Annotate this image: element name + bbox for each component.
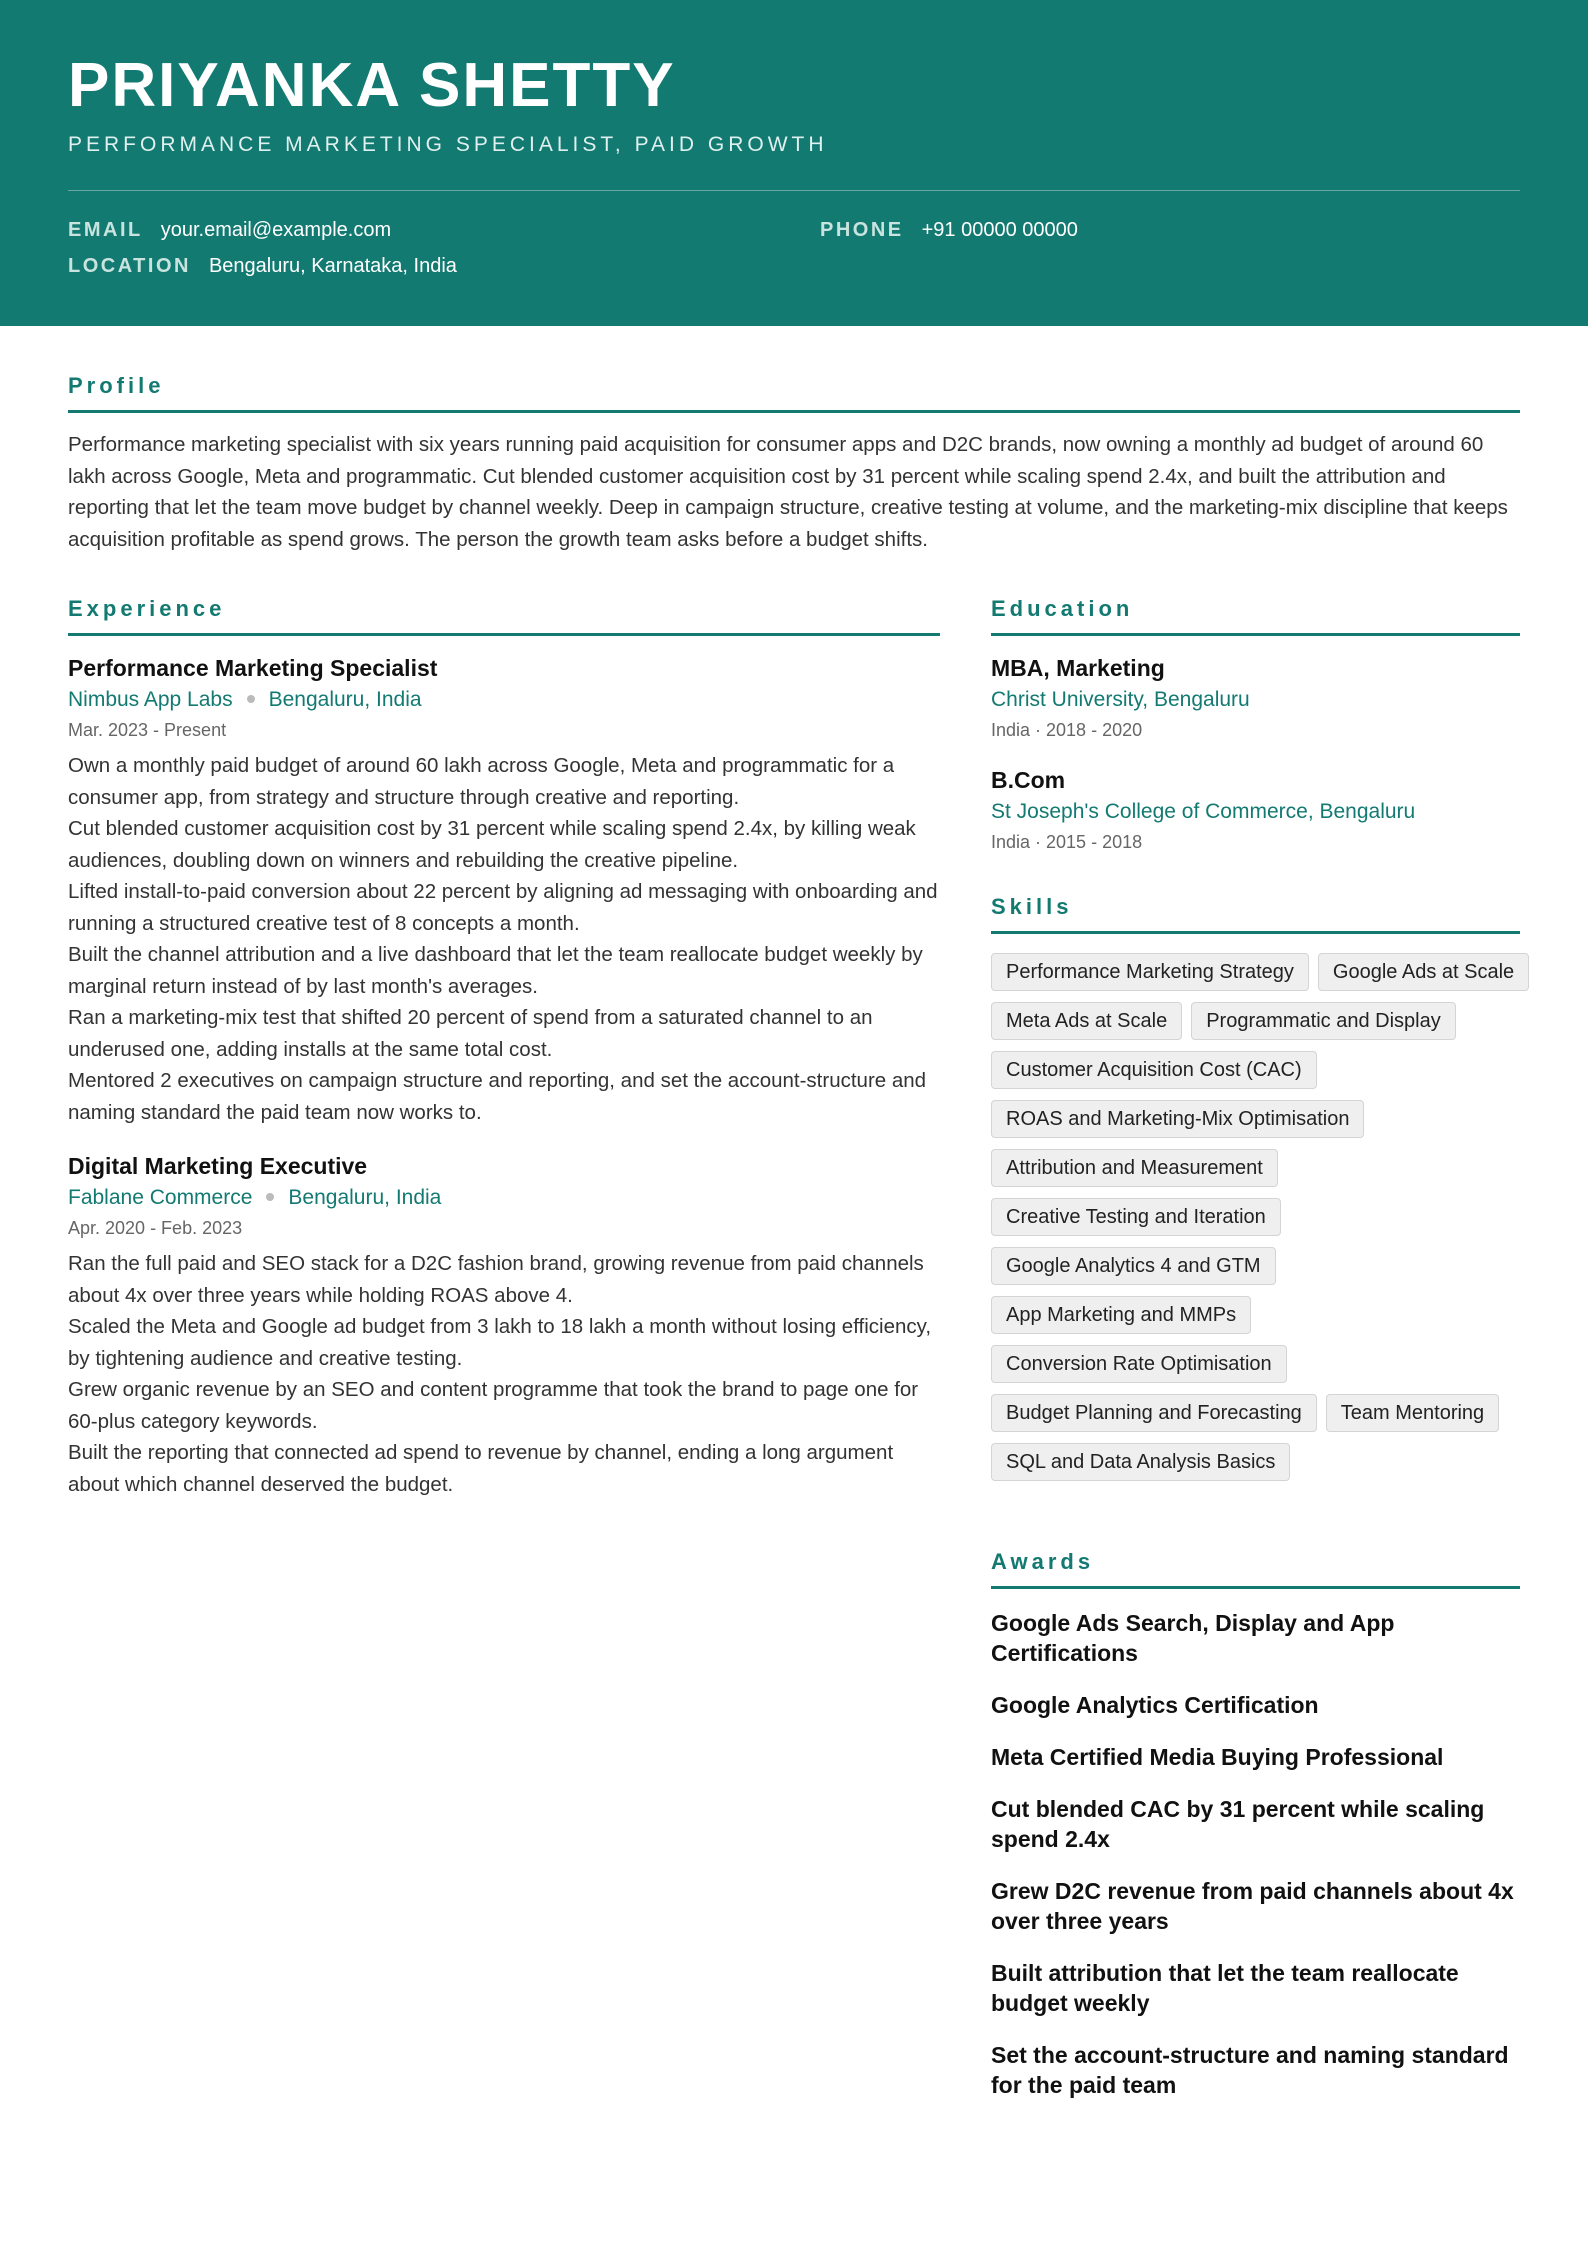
job-entry <box>68 652 940 1128</box>
section-heading-awards: Awards <box>991 1549 1095 1574</box>
job-entry <box>68 1150 940 1500</box>
email-label: EMAIL <box>68 219 143 241</box>
section-heading-skills: Skills <box>991 894 1073 919</box>
experience-rule <box>68 633 940 636</box>
skill-chip: Customer Acquisition Cost (CAC) <box>991 1051 1317 1089</box>
skill-chip: Budget Planning and Forecasting <box>991 1394 1317 1432</box>
skill-chip: Meta Ads at Scale <box>991 1002 1182 1040</box>
job-bullet: Ran a marketing-mix test that shifted 20 percent of spend from a saturated channel to an underused one, adding installs at the same total cost. <box>68 1006 873 1061</box>
separator-dot-icon <box>247 695 255 703</box>
job-bullet: Own a monthly paid budget of around 60 lakh across Google, Meta and programmatic for a consumer app, from strategy and structure through creative and reporting. <box>68 754 895 809</box>
job-bullet: Built the channel attribution and a live dashboard that let the team reallocate budget weekly by marginal return instead of by last month's averages. <box>68 943 923 998</box>
contact-email <box>68 219 391 242</box>
email-value[interactable]: your.email@example.com <box>160 219 392 241</box>
job-title: Digital Marketing Executive <box>68 1153 368 1179</box>
job-meta <box>68 684 940 716</box>
education-dates: India · 2015 - 2018 <box>991 832 1143 852</box>
award-item: Built attribution that let the team reallocate budget weekly <box>991 1960 1459 2016</box>
candidate-name: PRIYANKA SHETTY <box>68 51 676 120</box>
contact-phone <box>820 219 1078 242</box>
education-degree: MBA, Marketing <box>991 655 1165 681</box>
award-item: Google Ads Search, Display and App Certifications <box>991 1610 1395 1666</box>
job-dates: Mar. 2023 - Present <box>68 720 227 740</box>
location-value: Bengaluru, Karnataka, India <box>208 255 457 277</box>
section-heading-experience: Experience <box>68 596 226 621</box>
profile-rule <box>68 410 1520 413</box>
skill-chip: SQL and Data Analysis Basics <box>991 1443 1290 1481</box>
education-entry <box>991 764 1520 856</box>
education-school: St Joseph's College of Commerce, Bengaluru <box>991 800 1416 823</box>
awards-rule <box>991 1586 1520 1589</box>
job-bullet: Cut blended customer acquisition cost by 31 percent while scaling spend 2.4x, by killing weak audiences, doubling down on winners and rebuilding the creative pipeline. <box>68 817 916 872</box>
skills-list <box>991 953 1531 1481</box>
candidate-title: PERFORMANCE MARKETING SPECIALIST, PAID GROWTH <box>68 133 828 156</box>
skill-chip: Performance Marketing Strategy <box>991 953 1309 991</box>
education-degree: B.Com <box>991 767 1066 793</box>
section-heading-education: Education <box>991 596 1134 621</box>
phone-label: PHONE <box>820 219 904 241</box>
education-rule <box>991 633 1520 636</box>
job-bullet: Grew organic revenue by an SEO and content programme that took the brand to page one for 60-plus category keywords. <box>68 1378 919 1433</box>
education-list <box>991 652 1520 876</box>
award-item: Google Analytics Certification <box>991 1692 1319 1718</box>
job-bullet: Built the reporting that connected ad spend to revenue by channel, ending a long argument about which channel deserved the budget. <box>68 1441 894 1496</box>
location-label: LOCATION <box>68 255 191 277</box>
awards-list <box>991 1608 1520 2122</box>
education-entry <box>991 652 1520 744</box>
skill-chip: Conversion Rate Optimisation <box>991 1345 1287 1383</box>
header-divider <box>68 190 1520 191</box>
skill-chip: Google Ads at Scale <box>1318 953 1529 991</box>
award-item: Cut blended CAC by 31 percent while scaling spend 2.4x <box>991 1796 1485 1852</box>
skill-chip: Google Analytics 4 and GTM <box>991 1247 1276 1285</box>
job-bullet: Mentored 2 executives on campaign structure and reporting, and set the account-structure and naming standard the paid team now works to. <box>68 1069 927 1124</box>
profile-summary: Performance marketing specialist with six years running paid acquisition for consumer apps and D2C brands, now owning a monthly ad budget of around 60 lakh across Google, Meta and programmatic. Cut blended customer acquisition cost by 31 percent while scaling spend 2.4x, and built the attribution and reporting that let the team move budget by channel weekly. Deep in campaign structure, creative testing at volume, and the marketing-mix discipline that keeps acquisition profitable as spend grows. The person the growth team asks before a budget shifts. <box>68 433 1508 551</box>
skill-chip: App Marketing and MMPs <box>991 1296 1251 1334</box>
separator-dot-icon <box>266 1193 274 1201</box>
job-bullet: Lifted install-to-paid conversion about 22 percent by aligning ad messaging with onboarding and running a structured creative test of 8 concepts a month. <box>68 880 938 935</box>
experience-list <box>68 652 940 1522</box>
education-dates: India · 2018 - 2020 <box>991 720 1143 740</box>
skill-chip: Attribution and Measurement <box>991 1149 1278 1187</box>
section-heading-profile: Profile <box>68 373 165 398</box>
award-item: Set the account-structure and naming standard for the paid team <box>991 2042 1509 2098</box>
job-bullet: Scaled the Meta and Google ad budget from 3 lakh to 18 lakh a month without losing efficiency, by tightening audience and creative testing. <box>68 1315 932 1370</box>
skill-chip: ROAS and Marketing-Mix Optimisation <box>991 1100 1364 1138</box>
job-location: Bengaluru, India <box>288 1186 442 1209</box>
skill-chip: Creative Testing and Iteration <box>991 1198 1281 1236</box>
phone-value[interactable]: +91 00000 00000 <box>921 219 1078 241</box>
education-school: Christ University, Bengaluru <box>991 688 1250 711</box>
skill-chip: Programmatic and Display <box>1191 1002 1456 1040</box>
job-company: Fablane Commerce <box>68 1186 253 1209</box>
award-item: Grew D2C revenue from paid channels about 4x over three years <box>991 1878 1514 1934</box>
job-location: Bengaluru, India <box>268 688 422 711</box>
job-bullet: Ran the full paid and SEO stack for a D2C fashion brand, growing revenue from paid channels about 4x over three years while holding ROAS above 4. <box>68 1252 924 1307</box>
job-meta <box>68 1182 940 1214</box>
job-company: Nimbus App Labs <box>68 688 233 711</box>
resume-header <box>0 0 1588 326</box>
contact-location <box>68 255 457 278</box>
skill-chip: Team Mentoring <box>1326 1394 1499 1432</box>
skills-rule <box>991 931 1520 934</box>
job-dates: Apr. 2020 - Feb. 2023 <box>68 1218 243 1238</box>
award-item: Meta Certified Media Buying Professional <box>991 1744 1444 1770</box>
job-title: Performance Marketing Specialist <box>68 655 438 681</box>
